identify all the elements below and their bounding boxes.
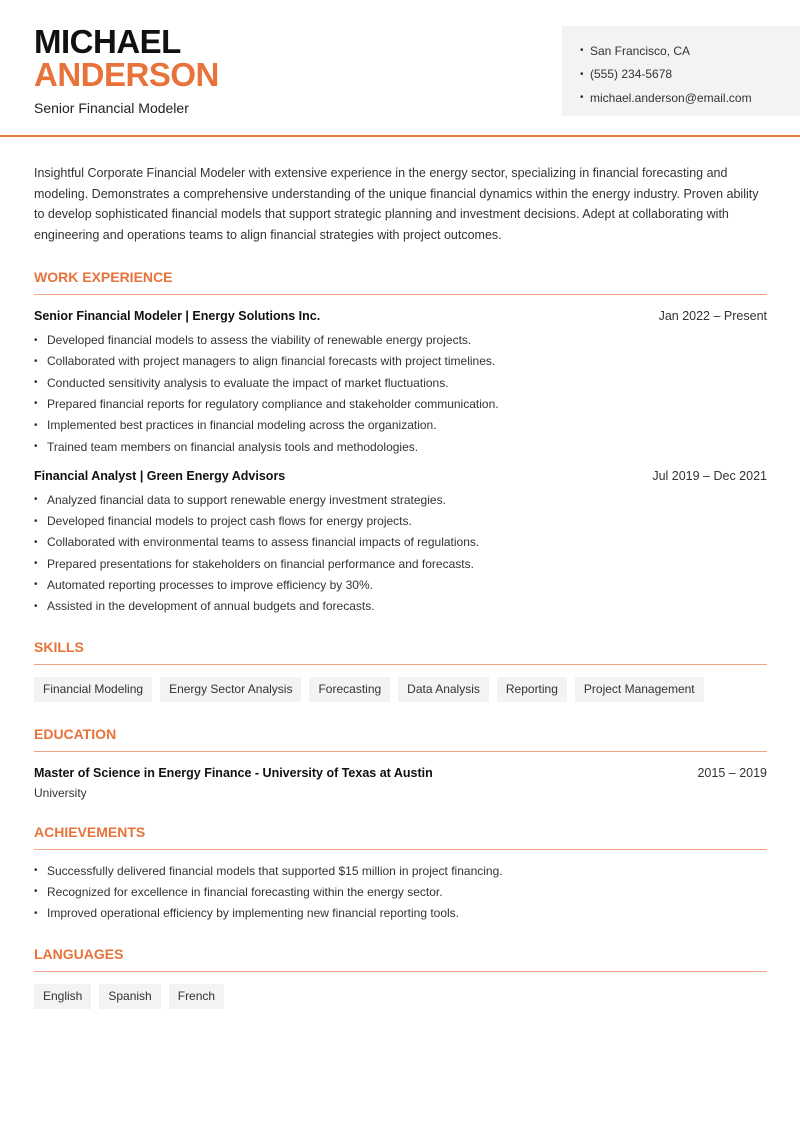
job-role: Financial Analyst | Green Energy Advisors (34, 469, 286, 484)
skill-tag: Data Analysis (398, 677, 489, 702)
languages-list (34, 984, 767, 1009)
list-item (34, 372, 767, 393)
list-item-text: Assisted in the development of annual budgets and forecasts. (47, 599, 375, 614)
list-item-text: Successfully delivered financial models that supported $15 million in project financing. (47, 863, 503, 878)
list-item-text: Automated reporting processes to improve efficiency by 30%. (47, 577, 373, 592)
contact-location (580, 39, 800, 63)
list-item-text: Recognized for excellence in financial forecasting within the energy sector. (47, 884, 443, 899)
resume-header (0, 0, 800, 137)
list-item (34, 329, 767, 350)
skill-tag: Energy Sector Analysis (160, 677, 301, 702)
list-item (34, 510, 767, 531)
list-item-text: Developed financial models to project cash flows for energy projects. (47, 514, 412, 529)
list-item (34, 574, 767, 595)
bullet-icon: • (34, 579, 38, 591)
list-item-text: Trained team members on financial analysis tools and methodologies. (47, 439, 419, 454)
bullet-icon: • (580, 45, 584, 57)
list-item-text: Prepared presentations for stakeholders on financial performance and forecasts. (47, 556, 474, 571)
skills-list (34, 677, 767, 702)
education-entry (34, 766, 767, 780)
language-tag: English (34, 984, 91, 1009)
list-item-text: Implemented best practices in financial modeling across the organization. (47, 418, 437, 433)
bullet-icon: • (34, 355, 38, 367)
last-name: ANDERSON (34, 56, 219, 93)
contact-email (580, 86, 800, 110)
bullet-icon: • (34, 398, 38, 410)
job-entry (34, 309, 767, 457)
job-bullets (34, 329, 767, 457)
section-title-languages: LANGUAGES (34, 946, 767, 972)
job-date: Jul 2019 – Dec 2021 (652, 469, 767, 484)
summary: Insightful Corporate Financial Modeler with extensive experience in the energy sector, specializing in financial forecasting and modeling. Demonstrates a comprehensive understanding of the unique financial dynamics within the energy industry. Proven ability to develop sophisticated financial models that support strategic planning and investment decisions. Adept at collaborating with engineering and operations teams to align financial strategies with project outcomes. (34, 166, 759, 242)
skill-tag: Project Management (575, 677, 704, 702)
contact-box (562, 26, 800, 116)
list-item-text: Developed financial models to assess the viability of renewable energy projects. (47, 333, 472, 348)
email-text: michael.anderson@email.com (590, 90, 752, 105)
contact-phone (580, 63, 800, 87)
bullet-icon: • (34, 886, 38, 898)
job-entry (34, 469, 767, 617)
education-date: 2015 – 2019 (697, 765, 767, 780)
language-tag: Spanish (99, 984, 160, 1009)
bullet-icon: • (34, 441, 38, 452)
job-title: Senior Financial Modeler (34, 100, 189, 116)
first-name: MICHAEL (34, 23, 181, 60)
job-bullets (34, 489, 767, 617)
bullet-icon: • (580, 68, 584, 80)
bullet-icon: • (34, 377, 38, 389)
bullet-icon: • (34, 536, 38, 548)
work-experience-list (34, 309, 767, 617)
job-role: Senior Financial Modeler | Energy Solutions Inc. (34, 309, 321, 324)
list-item (34, 596, 767, 617)
bullet-icon: • (34, 515, 38, 527)
phone-text: (555) 234-5678 (590, 67, 673, 82)
achievements-list (34, 860, 767, 924)
list-item-text: Collaborated with environmental teams to assess financial impacts of regulations. (47, 535, 480, 550)
list-item-text: Conducted sensitivity analysis to evaluate the impact of market fluctuations. (47, 375, 449, 390)
list-item (34, 351, 767, 372)
skill-tag: Forecasting (309, 677, 390, 702)
section-title-skills: SKILLS (34, 639, 767, 665)
skill-tag: Reporting (497, 677, 567, 702)
list-item-text: Analyzed financial data to support renewable energy investment strategies. (47, 492, 446, 507)
bullet-icon: • (34, 334, 38, 346)
list-item (34, 903, 767, 924)
bullet-icon: • (34, 494, 38, 506)
location-text: San Francisco, CA (590, 43, 691, 58)
list-item (34, 553, 767, 574)
list-item (34, 532, 767, 553)
list-item-text: Collaborated with project managers to align financial forecasts with project timelines. (47, 354, 496, 369)
skill-tag: Financial Modeling (34, 677, 152, 702)
list-item (34, 489, 767, 510)
bullet-icon: • (34, 907, 38, 919)
job-date: Jan 2022 – Present (658, 309, 767, 324)
list-item (34, 393, 767, 414)
list-item (34, 436, 767, 457)
bullet-icon: • (34, 419, 38, 431)
bullet-icon: • (34, 558, 38, 570)
section-title-work: WORK EXPERIENCE (34, 269, 767, 295)
bullet-icon: • (34, 865, 38, 877)
section-title-education: EDUCATION (34, 726, 767, 752)
degree: Master of Science in Energy Finance - University of Texas at Austin (34, 765, 433, 780)
list-item-text: Improved operational efficiency by implementing new financial reporting tools. (47, 906, 460, 921)
language-tag: French (169, 984, 224, 1009)
list-item (34, 415, 767, 436)
job-header (34, 309, 767, 323)
list-item (34, 860, 767, 881)
section-title-achievements: ACHIEVEMENTS (34, 824, 767, 850)
list-item-text: Prepared financial reports for regulatory compliance and stakeholder communication. (47, 396, 499, 411)
list-item (34, 881, 767, 902)
job-header (34, 469, 767, 483)
bullet-icon: • (34, 600, 38, 612)
bullet-icon: • (580, 92, 584, 104)
education-type: University (34, 785, 87, 800)
